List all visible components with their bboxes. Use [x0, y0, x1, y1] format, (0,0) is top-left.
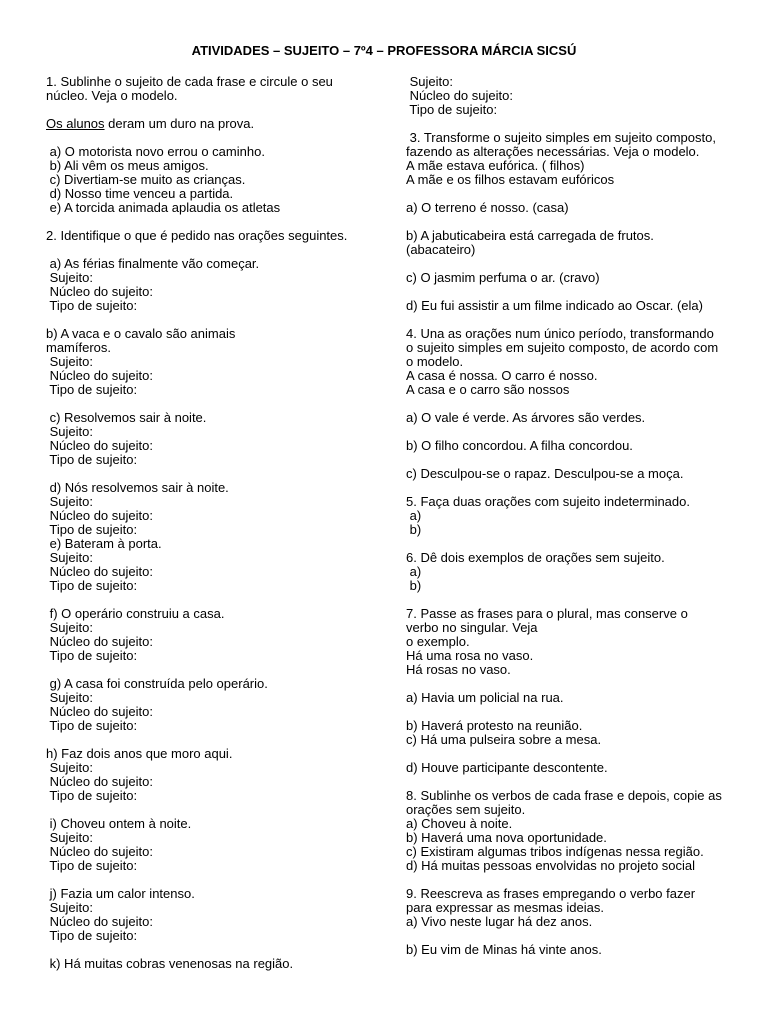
text-line: h) Faz dois anos que moro aqui.: [46, 746, 233, 761]
text-line: Núcleo do sujeito:: [46, 634, 153, 649]
blank-line: [46, 803, 376, 817]
text-line: Tipo de sujeito:: [46, 452, 138, 467]
blank-line: [46, 131, 376, 145]
blank-line: [46, 663, 376, 677]
blank-line: [406, 481, 736, 495]
blank-line: [46, 593, 376, 607]
blank-line: [406, 593, 736, 607]
text-line: fazendo as alterações necessárias. Veja o modelo.: [406, 144, 700, 159]
text-line: d) Nosso time venceu a partida.: [46, 186, 234, 201]
text-line: j) Fazia um calor intenso.: [46, 886, 195, 901]
blank-line: [46, 243, 376, 257]
text-line: Núcleo do sujeito:: [46, 564, 153, 579]
text-line: Tipo de sujeito:: [46, 928, 138, 943]
page-title: ATIVIDADES – SUJEITO – 7º4 – PROFESSORA MÁRCIA SICSÚ: [191, 43, 577, 58]
text-line: Sujeito:: [46, 690, 93, 705]
blank-line: [406, 425, 736, 439]
text-line: Núcleo do sujeito:: [46, 284, 153, 299]
text-line: A casa é nossa. O carro é nosso.: [406, 368, 598, 383]
text-line: núcleo. Veja o modelo.: [46, 88, 178, 103]
text-line: a) Vivo neste lugar há dez anos.: [406, 914, 593, 929]
blank-line: [46, 397, 376, 411]
text-line: Núcleo do sujeito:: [46, 914, 153, 929]
text-line: orações sem sujeito.: [406, 802, 526, 817]
text-line: 6. Dê dois exemplos de orações sem sujeito.: [406, 550, 665, 565]
text-line: b) O filho concordou. A filha concordou.: [406, 438, 633, 453]
blank-line: [406, 117, 736, 131]
blank-line: [406, 313, 736, 327]
blank-line: [46, 733, 376, 747]
text-line: Núcleo do sujeito:: [406, 88, 513, 103]
text-line: a) O terreno é nosso. (casa): [406, 200, 569, 215]
text-line: o sujeito simples em sujeito composto, de acordo com: [406, 340, 719, 355]
text-line: 1. Sublinhe o sujeito de cada frase e circule o seu: [46, 74, 333, 89]
text-line: c) Existiram algumas tribos indígenas nessa região.: [406, 844, 704, 859]
text-line: Sujeito:: [406, 74, 453, 89]
text-line: k) Há muitas cobras venenosas na região.: [46, 956, 294, 971]
text-line: Tipo de sujeito:: [46, 718, 138, 733]
text-line: A mãe estava eufórica. ( filhos): [406, 158, 585, 173]
blank-line: [406, 187, 736, 201]
text-line: 7. Passe as frases para o plural, mas conserve o: [406, 606, 688, 621]
underlined-subject: Os alunos: [46, 116, 105, 131]
text-line: mamíferos.: [46, 340, 112, 355]
blank-line: [406, 397, 736, 411]
text-line: Sujeito:: [46, 494, 93, 509]
text-line: Núcleo do sujeito:: [46, 368, 153, 383]
text-line: (abacateiro): [406, 242, 476, 257]
text-line: verbo no singular. Veja: [406, 620, 538, 635]
left-column: [46, 75, 376, 971]
text-line: Tipo de sujeito:: [46, 858, 138, 873]
blank-line: [406, 257, 736, 271]
text-line: 2. Identifique o que é pedido nas orações seguintes.: [46, 228, 348, 243]
text-line: c) Divertiam-se muito as crianças.: [46, 172, 246, 187]
text-line: Sujeito:: [46, 900, 93, 915]
text-line: f) O operário construiu a casa.: [46, 606, 225, 621]
text-line: Sujeito:: [46, 760, 93, 775]
text-line: Há uma rosa no vaso.: [406, 648, 534, 663]
blank-line: [406, 677, 736, 691]
text-line: Tipo de sujeito:: [46, 788, 138, 803]
blank-line: [406, 705, 736, 719]
text-line: b) Haverá protesto na reunião.: [406, 718, 583, 733]
text-line: 3. Transforme o sujeito simples em sujeito composto,: [406, 130, 716, 145]
text-line: c) O jasmim perfuma o ar. (cravo): [406, 270, 600, 285]
text-line: Núcleo do sujeito:: [46, 438, 153, 453]
text-line: c) Há uma pulseira sobre a mesa.: [406, 732, 602, 747]
text-line: b) Eu vim de Minas há vinte anos.: [406, 942, 602, 957]
text-line: Há rosas no vaso.: [406, 662, 511, 677]
text-line: a) Choveu à noite.: [406, 816, 513, 831]
text-line: Tipo de sujeito:: [46, 578, 138, 593]
text-line: d) Eu fui assistir a um filme indicado ao Oscar. (ela): [406, 298, 703, 313]
text-line: 4. Una as orações num único período, transformando: [406, 326, 714, 341]
text-line: c) Desculpou-se o rapaz. Desculpou-se a moça.: [406, 466, 684, 481]
text-line: i) Choveu ontem à noite.: [46, 816, 192, 831]
blank-line: [46, 873, 376, 887]
text-line: Tipo de sujeito:: [46, 648, 138, 663]
text-line: para expressar as mesmas ideias.: [406, 900, 604, 915]
text-line: Núcleo do sujeito:: [46, 844, 153, 859]
text-line: Sujeito:: [46, 270, 93, 285]
text-line: Os alunos deram um duro na prova.: [46, 116, 255, 131]
text-line: d) Há muitas pessoas envolvidas no projeto social: [406, 858, 696, 873]
text-line: d) Houve participante descontente.: [406, 760, 608, 775]
text-line: Núcleo do sujeito:: [46, 704, 153, 719]
blank-line: [406, 453, 736, 467]
text-line: Tipo de sujeito:: [46, 522, 138, 537]
text-line: 8. Sublinhe os verbos de cada frase e depois, copie as: [406, 788, 722, 803]
text-line: b) A vaca e o cavalo são animais: [46, 326, 236, 341]
text-line: Tipo de sujeito:: [46, 298, 138, 313]
right-column: [406, 75, 736, 957]
text-line: 9. Reescreva as frases empregando o verbo fazer: [406, 886, 696, 901]
blank-line: [406, 929, 736, 943]
blank-line: [406, 775, 736, 789]
text-line: a) Havia um policial na rua.: [406, 690, 564, 705]
text-line: o exemplo.: [406, 634, 470, 649]
text-line: a) As férias finalmente vão começar.: [46, 256, 260, 271]
text-line: e) Bateram à porta.: [46, 536, 162, 551]
blank-line: [46, 103, 376, 117]
text-line: 5. Faça duas orações com sujeito indeterminado.: [406, 494, 690, 509]
text-line: c) Resolvemos sair à noite.: [46, 410, 207, 425]
text-line: A mãe e os filhos estavam eufóricos: [406, 172, 615, 187]
blank-line: [406, 537, 736, 551]
text-line: Sujeito:: [46, 354, 93, 369]
text-line: a) O motorista novo errou o caminho.: [46, 144, 265, 159]
blank-line: [406, 873, 736, 887]
blank-line: [46, 467, 376, 481]
text-line: b): [406, 522, 422, 537]
text-line: a): [406, 508, 422, 523]
text-line: o modelo.: [406, 354, 464, 369]
text-line: A casa e o carro são nossos: [406, 382, 570, 397]
text-line: a) O vale é verde. As árvores são verdes.: [406, 410, 646, 425]
text-line: Tipo de sujeito:: [46, 382, 138, 397]
blank-line: [406, 285, 736, 299]
text-line: g) A casa foi construída pelo operário.: [46, 676, 268, 691]
text-line: Sujeito:: [46, 620, 93, 635]
text-line: Sujeito:: [46, 830, 93, 845]
text-line: Núcleo do sujeito:: [46, 508, 153, 523]
text-line: Sujeito:: [46, 550, 93, 565]
text-line: a): [406, 564, 422, 579]
text-line: b): [406, 578, 422, 593]
text-line: Tipo de sujeito:: [406, 102, 498, 117]
text-line: b) Haverá uma nova oportunidade.: [406, 830, 607, 845]
blank-line: [46, 215, 376, 229]
text-line: d) Nós resolvemos sair à noite.: [46, 480, 229, 495]
text-line: e) A torcida animada aplaudia os atletas: [46, 200, 281, 215]
text-line: Núcleo do sujeito:: [46, 774, 153, 789]
blank-line: [46, 943, 376, 957]
text-line: b) A jabuticabeira está carregada de frutos.: [406, 228, 654, 243]
text-line: b) Ali vêm os meus amigos.: [46, 158, 209, 173]
blank-line: [406, 215, 736, 229]
blank-line: [46, 313, 376, 327]
blank-line: [406, 747, 736, 761]
text-line: Sujeito:: [46, 424, 93, 439]
